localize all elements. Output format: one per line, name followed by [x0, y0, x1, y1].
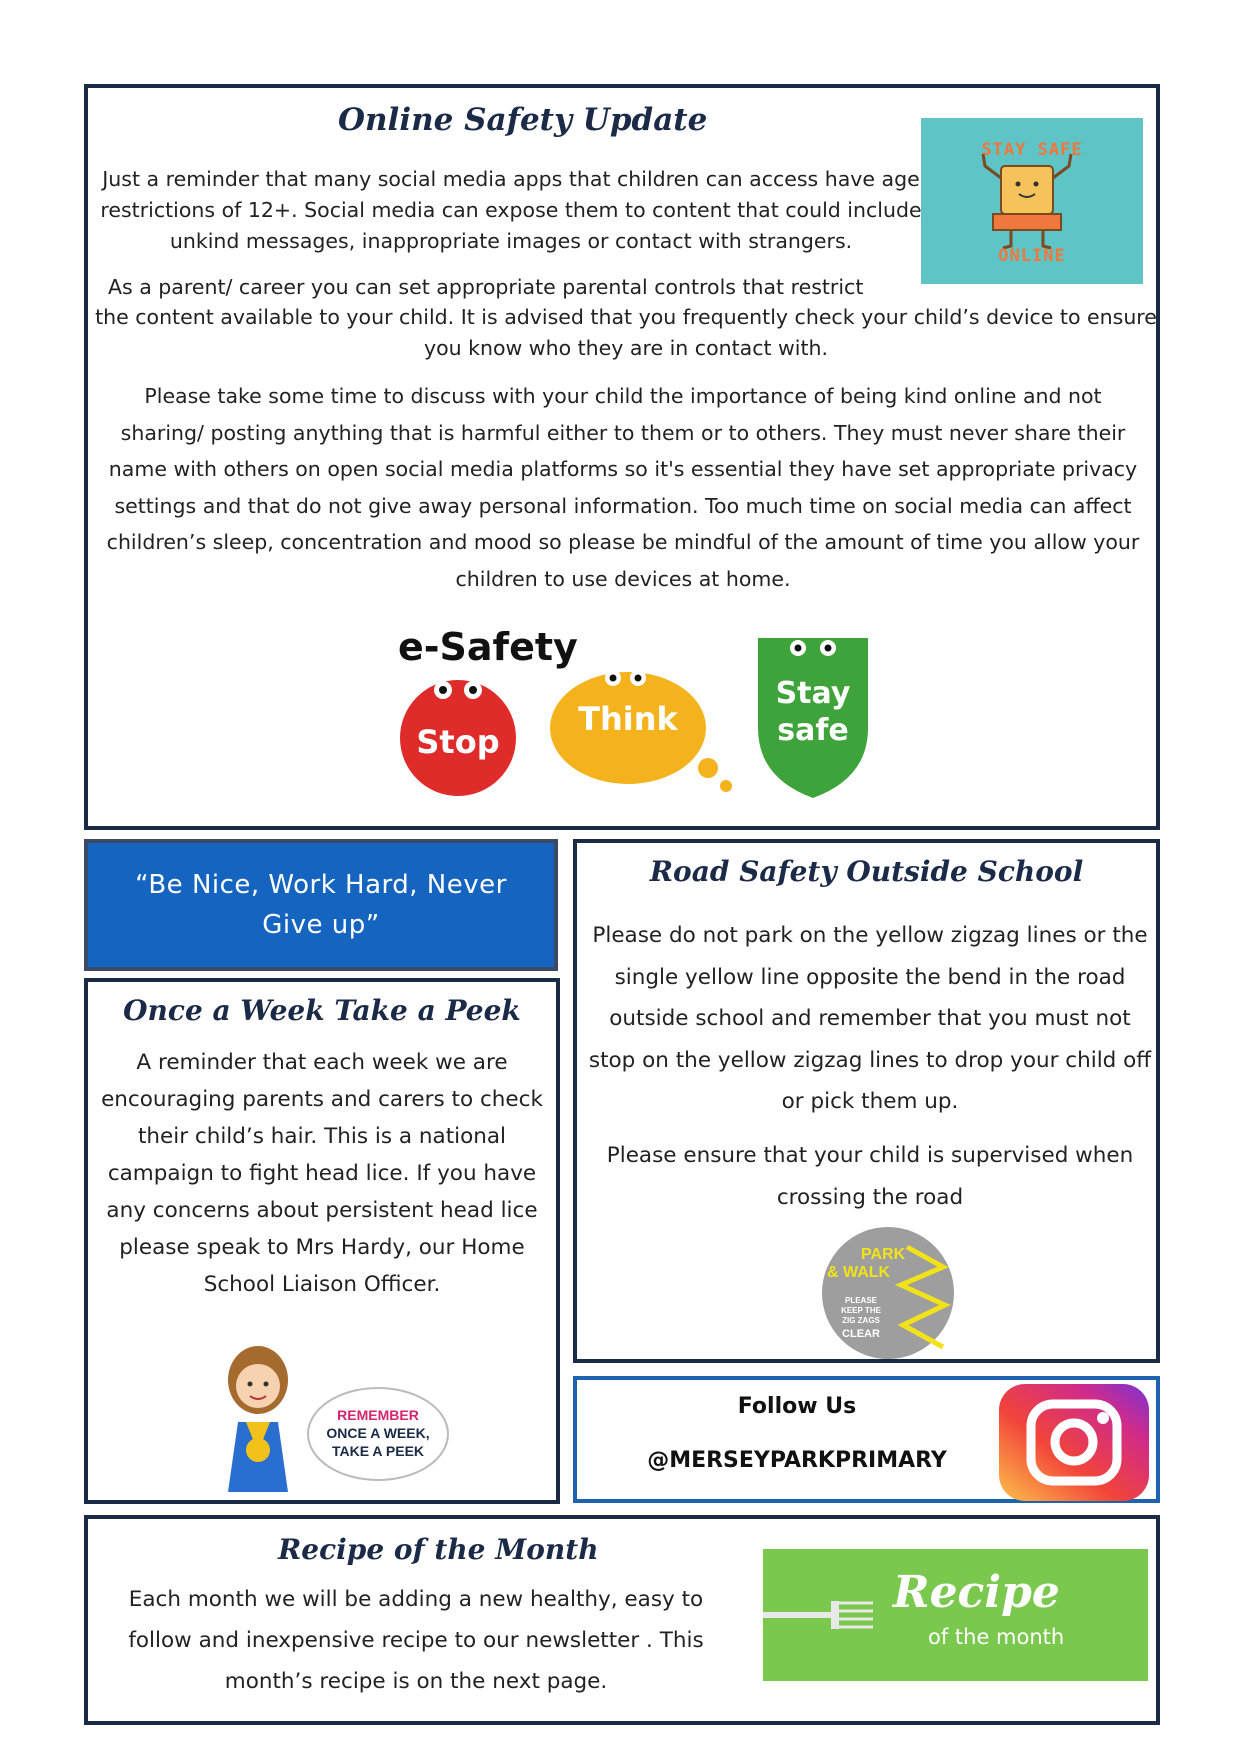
sign-line-6: CLEAR	[842, 1328, 880, 1340]
once-a-week-section	[84, 978, 560, 1504]
recipe-image-subtitle: of the month	[928, 1625, 1065, 1649]
sign-line-4: KEEP THE	[841, 1306, 881, 1315]
instagram-icon[interactable]	[999, 1384, 1149, 1501]
school-motto-banner	[84, 839, 558, 971]
recipe-title: Recipe of the Month	[278, 1533, 599, 1566]
once-a-week-body: A reminder that each week we are encouraging parents and carers to check their child’s hair. This is a national campaign to fight head lice. If you have any concerns about persistent head lice please speak to Mrs Hardy, our Home School Liaison Officer.	[101, 1050, 543, 1297]
online-safety-section	[84, 84, 1160, 830]
recipe-of-the-month-image	[763, 1549, 1148, 1681]
bubble-line-3: TAKE A PEEK	[331, 1443, 425, 1459]
online-safety-title: Online Safety Update	[338, 102, 708, 138]
recipe-image-title: Recipe	[893, 1567, 1060, 1618]
instagram-handle[interactable]: @MERSEYPARKPRIMARY	[647, 1448, 947, 1473]
road-safety-body-1: Please do not park on the yellow zigzag lines or the single yellow line opposite the bend in the road outside school and remember that you must not stop on the yellow zigzag lines to drop your child off or pick them up.	[588, 923, 1152, 1114]
sign-line-2: & WALK	[827, 1264, 891, 1281]
fork-icon	[763, 1549, 883, 1681]
esafety-heading: e-Safety	[398, 625, 578, 669]
online-safety-paragraph-3: Please take some time to discuss with your child the importance of being kind online and not sharing/ posting anything that is harmful either to them or to others. They must never share their name with others on open social media platforms so it's essential they have set appropriate privacy settings and that do not give away personal information. Too much time on social media can affect children’s sleep, concentration and mood so please be mindful of the amount of time you allow your children to use devices at home.	[106, 384, 1140, 591]
school-motto-text: “Be Nice, Work Hard, Never Give up”	[135, 870, 507, 940]
take-a-peek-illustration	[198, 1342, 458, 1492]
follow-us-section	[573, 1376, 1160, 1503]
online-safety-paragraph-2-line-1: As a parent/ career you can set appropriate parental controls that restrict	[108, 275, 864, 299]
stay-safe-online-image	[921, 118, 1143, 284]
park-and-walk-sign	[813, 1223, 963, 1363]
think-label: Think	[578, 700, 678, 738]
road-safety-title: Road Safety Outside School	[649, 855, 1084, 888]
stay-safe-image-text: STAY SAFE	[981, 140, 1083, 160]
sign-line-5: ZIG ZAGS	[842, 1316, 880, 1325]
recipe-body: Each month we will be adding a new healthy, easy to follow and inexpensive recipe to our newsletter . This month’s recipe is on the next page.	[128, 1587, 704, 1694]
online-safety-paragraph-1: Just a reminder that many social media apps that children can access have age restrictions of 12+. Social media can expose them to content that could include unkind messages, inappropriate images or contact with strangers.	[100, 167, 922, 253]
bubble-line-1: REMEMBER	[337, 1407, 419, 1423]
road-safety-body-2: Please ensure that your child is supervised when crossing the road	[606, 1143, 1134, 1210]
sign-line-1: PARK	[861, 1246, 906, 1263]
road-safety-section	[573, 839, 1160, 1363]
safe-label: safe	[777, 713, 849, 748]
sign-line-3: PLEASE	[844, 1296, 878, 1305]
online-image-text: ONLINE	[998, 246, 1066, 266]
bubble-line-2: ONCE A WEEK,	[326, 1425, 430, 1441]
online-safety-paragraph-2-rest: the content available to your child. It is advised that you frequently check your child’s device to ensure you know who they are in contact with.	[95, 305, 1157, 360]
stay-label: Stay	[775, 676, 851, 711]
stop-label: Stop	[416, 723, 500, 761]
esafety-stop-think-stay-safe-image	[388, 618, 908, 808]
once-a-week-title: Once a Week Take a Peek	[123, 994, 521, 1027]
recipe-section	[84, 1515, 1160, 1725]
follow-us-label: Follow Us	[737, 1394, 857, 1419]
